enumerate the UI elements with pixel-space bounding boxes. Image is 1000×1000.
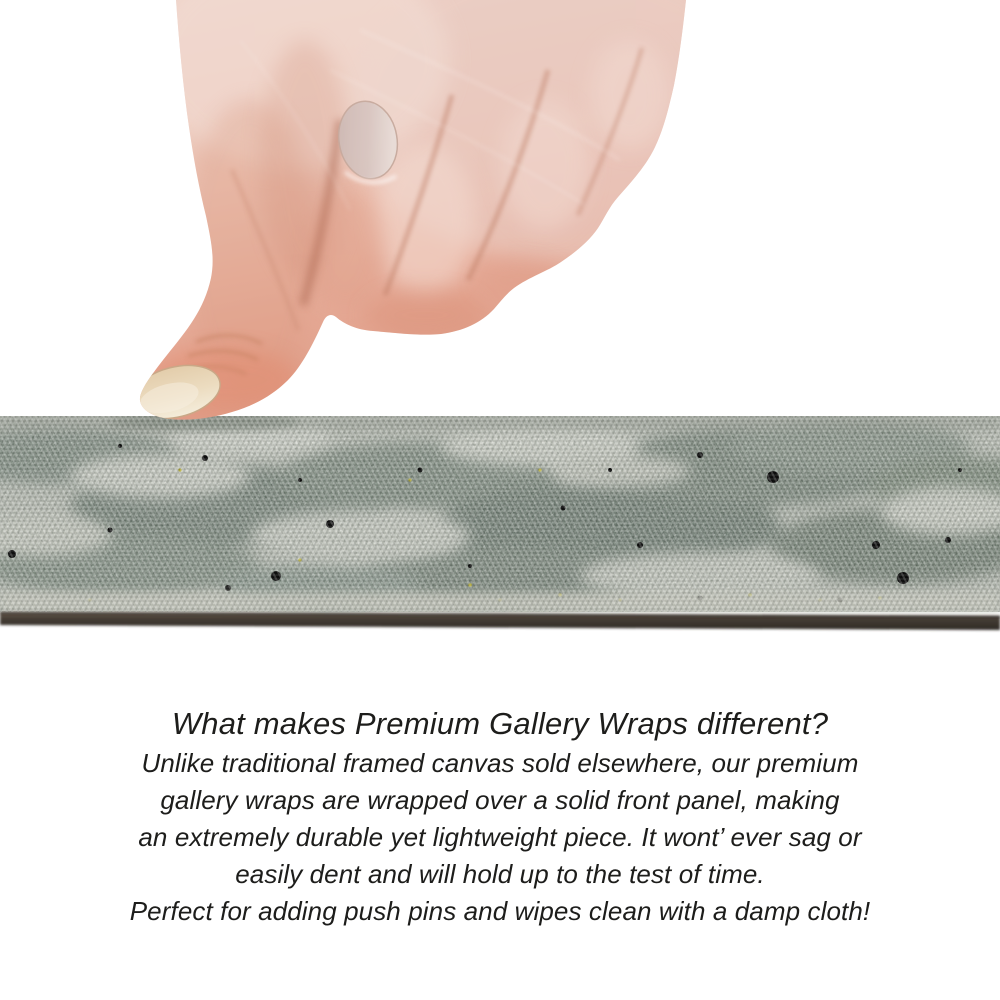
info-line-1: Unlike traditional framed canvas sold elsewhere, our premium bbox=[141, 748, 859, 778]
info-line-3: an extremely durable yet lightweight piece. It wont’ ever sag or bbox=[138, 822, 862, 852]
hand-photo bbox=[0, 0, 1000, 432]
info-line-4: easily dent and will hold up to the test of time. bbox=[235, 859, 765, 889]
info-line-5: Perfect for adding push pins and wipes clean with a damp cloth! bbox=[129, 896, 871, 926]
info-text-block bbox=[0, 703, 1000, 930]
info-line-2: gallery wraps are wrapped over a solid front panel, making bbox=[160, 785, 840, 815]
info-heading: What makes Premium Gallery Wraps different? bbox=[171, 706, 829, 741]
canvas-strip-photo bbox=[0, 416, 1000, 636]
